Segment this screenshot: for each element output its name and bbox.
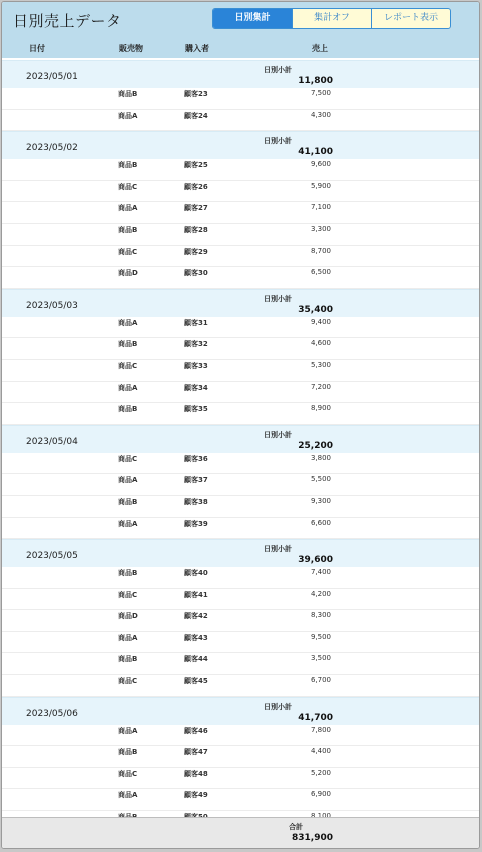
subtotal-value: 39,600 [298, 555, 333, 566]
group-date: 2023/05/06 [26, 708, 78, 719]
date-group [2, 60, 479, 131]
group-date: 2023/05/02 [26, 143, 78, 154]
sales-cell: 6,700 [310, 676, 331, 685]
sales-cell: 8,300 [310, 611, 331, 620]
table-row[interactable] [2, 224, 479, 246]
subtotal-value: 41,100 [298, 147, 333, 158]
sales-cell: 9,500 [310, 632, 331, 641]
grand-total-value: 831,900 [292, 833, 333, 843]
buyer-cell: 顧客33 [184, 361, 208, 370]
buyer-cell: 顧客35 [184, 405, 208, 414]
segment-daily-summary[interactable]: 日別集計 [213, 9, 292, 28]
product-cell: 商品A [118, 726, 138, 735]
group-date: 2023/05/01 [26, 72, 78, 82]
buyer-cell: 顧客46 [184, 726, 208, 735]
segment-report-view[interactable]: レポート表示 [371, 9, 450, 28]
view-segmented-control [212, 8, 451, 29]
buyer-cell: 顧客26 [184, 182, 208, 191]
date-group [2, 131, 479, 289]
table-row[interactable] [2, 317, 479, 339]
buyer-cell: 顧客44 [184, 655, 208, 664]
sales-cell: 6,500 [310, 268, 331, 277]
product-cell: 商品A [118, 519, 138, 528]
table-row[interactable] [2, 453, 479, 475]
sales-cell: 7,500 [310, 89, 331, 97]
header-bar [2, 2, 479, 58]
sales-cell: 9,400 [310, 317, 331, 326]
product-cell: 商品D [118, 269, 138, 278]
product-cell: 商品A [118, 791, 138, 800]
buyer-cell: 顧客29 [184, 247, 208, 256]
product-cell: 商品A [118, 383, 138, 392]
subtotal-value: 25,200 [298, 440, 333, 451]
table-row[interactable] [2, 181, 479, 203]
table-row[interactable] [2, 403, 479, 425]
table-row[interactable] [2, 496, 479, 518]
product-cell: 商品C [118, 454, 138, 463]
app-window [1, 1, 480, 849]
sales-cell: 5,900 [310, 181, 331, 190]
table-row[interactable] [2, 746, 479, 768]
product-cell: 商品A [118, 318, 138, 327]
product-cell: 商品B [118, 748, 138, 757]
sales-cell: 3,800 [310, 453, 331, 462]
table-row[interactable] [2, 110, 479, 132]
group-date: 2023/05/05 [26, 551, 78, 562]
table-row[interactable] [2, 518, 479, 540]
sales-cell: 8,900 [310, 404, 331, 413]
sales-cell: 4,200 [310, 589, 331, 598]
product-cell: 商品C [118, 769, 138, 778]
product-cell: 商品B [118, 90, 138, 98]
table-row[interactable] [2, 610, 479, 632]
table-row[interactable] [2, 567, 479, 589]
buyer-cell: 顧客27 [184, 204, 208, 213]
subtotal-label: 日別小計 [264, 545, 292, 554]
sales-cell: 3,500 [310, 654, 331, 663]
sales-cell: 5,500 [310, 475, 331, 484]
buyer-cell: 顧客39 [184, 519, 208, 528]
group-date: 2023/05/03 [26, 300, 78, 311]
product-cell: 商品C [118, 590, 138, 599]
buyer-cell: 顧客45 [184, 677, 208, 686]
table-row[interactable] [2, 267, 479, 289]
date-group [2, 425, 479, 539]
product-cell: 商品A [118, 633, 138, 642]
subtotal-row[interactable] [2, 697, 479, 725]
table-row[interactable] [2, 338, 479, 360]
subtotal-label: 日別小計 [264, 702, 292, 711]
buyer-cell: 顧客30 [184, 269, 208, 278]
column-header-sales[interactable]: 売上 [312, 44, 328, 53]
date-group [2, 697, 479, 820]
subtotal-row[interactable] [2, 131, 479, 159]
table-row[interactable] [2, 653, 479, 675]
table-row[interactable] [2, 474, 479, 496]
sales-cell: 4,400 [310, 747, 331, 756]
table-row[interactable] [2, 725, 479, 747]
table-row[interactable] [2, 360, 479, 382]
product-cell: 商品D [118, 612, 138, 621]
buyer-cell: 顧客41 [184, 590, 208, 599]
buyer-cell: 顧客47 [184, 748, 208, 757]
buyer-cell: 顧客31 [184, 318, 208, 327]
table-row[interactable] [2, 768, 479, 790]
buyer-cell: 顧客38 [184, 497, 208, 506]
table-row[interactable] [2, 202, 479, 224]
date-group [2, 289, 479, 425]
product-cell: 商品B [118, 161, 138, 170]
column-header-product[interactable]: 販売物 [119, 44, 143, 53]
table-row[interactable] [2, 675, 479, 697]
subtotal-row[interactable] [2, 289, 479, 317]
product-cell: 商品C [118, 182, 138, 191]
subtotal-row[interactable] [2, 425, 479, 453]
buyer-cell: 顧客23 [184, 90, 208, 98]
sales-cell: 5,200 [310, 768, 331, 777]
buyer-cell: 顧客32 [184, 340, 208, 349]
product-cell: 商品B [118, 225, 138, 234]
buyer-cell: 顧客48 [184, 769, 208, 778]
buyer-cell: 顧客37 [184, 476, 208, 485]
product-cell: 商品B [118, 497, 138, 506]
product-cell: 商品C [118, 677, 138, 686]
sales-cell: 7,800 [310, 725, 331, 734]
column-header-buyer[interactable]: 購入者 [185, 44, 209, 53]
sales-cell: 4,300 [310, 110, 331, 119]
subtotal-value: 41,700 [298, 712, 333, 723]
table-row[interactable] [2, 632, 479, 654]
product-cell: 商品C [118, 361, 138, 370]
sales-list[interactable] [2, 60, 479, 820]
date-group [2, 539, 479, 697]
page-title: 日別売上データ [13, 12, 122, 30]
table-row[interactable] [2, 246, 479, 268]
product-cell: 商品C [118, 247, 138, 256]
sales-cell: 7,100 [310, 203, 331, 212]
buyer-cell: 顧客42 [184, 612, 208, 621]
buyer-cell: 顧客24 [184, 111, 208, 120]
subtotal-label: 日別小計 [264, 430, 292, 439]
sales-cell: 6,600 [310, 518, 331, 527]
group-date: 2023/05/04 [26, 436, 78, 447]
product-cell: 商品A [118, 111, 138, 120]
table-row[interactable] [2, 589, 479, 611]
table-row[interactable] [2, 789, 479, 811]
sales-cell: 8,700 [310, 246, 331, 255]
segment-summary-off[interactable]: 集計オフ [292, 9, 371, 28]
column-header-date[interactable]: 日付 [29, 44, 45, 53]
sales-cell: 7,200 [310, 382, 331, 391]
table-row[interactable] [2, 159, 479, 181]
buyer-cell: 顧客40 [184, 569, 208, 578]
product-cell: 商品B [118, 405, 138, 414]
sales-cell: 6,900 [310, 790, 331, 799]
subtotal-value: 11,800 [298, 76, 333, 86]
buyer-cell: 顧客49 [184, 791, 208, 800]
subtotal-value: 35,400 [298, 304, 333, 315]
product-cell: 商品B [118, 340, 138, 349]
subtotal-row[interactable] [2, 60, 479, 88]
sales-cell: 7,400 [310, 568, 331, 577]
sales-cell: 9,600 [310, 160, 331, 169]
grand-total-label: 合計 [289, 823, 303, 831]
buyer-cell: 顧客25 [184, 161, 208, 170]
buyer-cell: 顧客43 [184, 633, 208, 642]
product-cell: 商品B [118, 569, 138, 578]
grand-total-bar [2, 817, 479, 848]
subtotal-label: 日別小計 [264, 294, 292, 303]
buyer-cell: 顧客36 [184, 454, 208, 463]
subtotal-label: 日別小計 [264, 137, 292, 146]
buyer-cell: 顧客34 [184, 383, 208, 392]
sales-cell: 5,300 [310, 360, 331, 369]
sales-cell: 3,300 [310, 224, 331, 233]
buyer-cell: 顧客28 [184, 225, 208, 234]
table-row[interactable] [2, 382, 479, 404]
product-cell: 商品B [118, 655, 138, 664]
sales-cell: 9,300 [310, 496, 331, 505]
product-cell: 商品A [118, 204, 138, 213]
subtotal-row[interactable] [2, 539, 479, 567]
sales-cell: 4,600 [310, 339, 331, 348]
table-row[interactable] [2, 88, 479, 110]
subtotal-label: 日別小計 [264, 66, 292, 74]
product-cell: 商品A [118, 476, 138, 485]
